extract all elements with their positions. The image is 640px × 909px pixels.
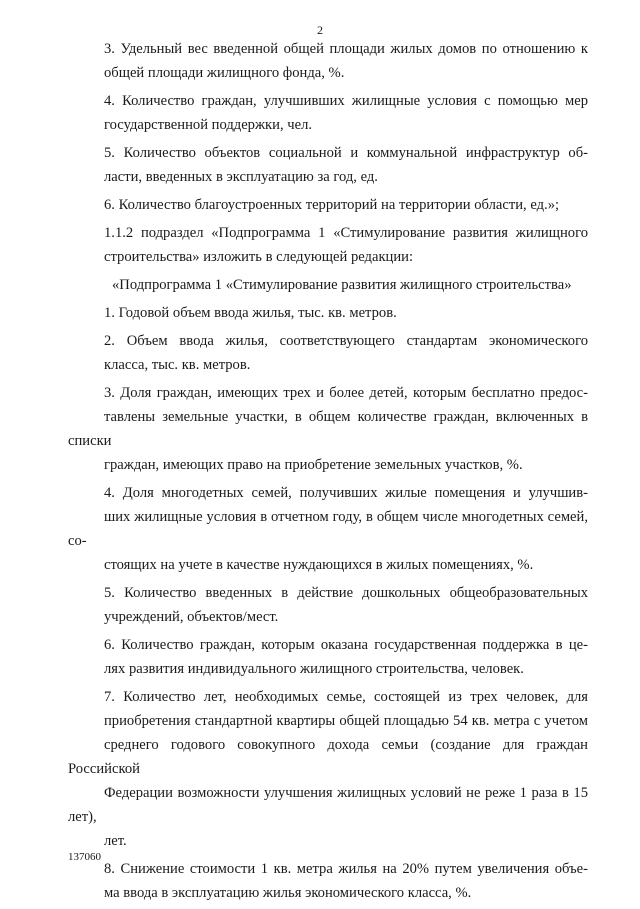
- text-line: 2. Объем ввода жилья, соответствующего стандартам экономического: [104, 333, 588, 349]
- text-line: государственной поддержки, чел.: [104, 117, 312, 133]
- paragraph-sub-7-years: [68, 685, 588, 857]
- paragraph-item-6-territories: [68, 193, 588, 221]
- text-line: строительства» изложить в следующей редакции:: [104, 249, 414, 265]
- text-line: 3. Удельный вес введенной общей площади жилых домов по отношению к: [104, 41, 588, 57]
- text-line: граждан, имеющих право на приобретение земельных участков, %.: [104, 457, 523, 473]
- paragraph-item-5-objects: [68, 141, 588, 193]
- paragraph-sub-5-preschools: [68, 581, 588, 633]
- text-line: приобретения стандартной квартиры общей площадью 54 кв. метра с учетом: [104, 713, 588, 729]
- document-code: 137060: [68, 851, 101, 863]
- text-line: 1.1.2 подраздел «Подпрограмма 1 «Стимулирование развития жилищного: [104, 225, 588, 241]
- text-line: 7. Количество лет, необходимых семье, состоящей из трех человек, для: [104, 689, 588, 705]
- text-line: 5. Количество объектов социальной и коммунальной инфраструктур об-: [104, 145, 588, 161]
- paragraph-sub-1-housing-volume: [68, 301, 588, 329]
- text-line: тавлены земельные участки, в общем количестве граждан, включенных в списки: [68, 409, 588, 449]
- text-line: общей площади жилищного фонда, %.: [104, 65, 345, 81]
- text-line: 5. Количество введенных в действие дошкольных общеобразовательных: [104, 585, 588, 601]
- text-line: лет.: [104, 833, 127, 849]
- text-line: 6. Количество благоустроенных территорий на территории области, ед.»;: [104, 197, 560, 213]
- text-line: учреждений, объектов/мест.: [104, 609, 279, 625]
- text-line: Федерации возможности улучшения жилищных условий не реже 1 раза в 15 лет),: [68, 785, 588, 825]
- paragraph-item-3-share: [68, 37, 588, 89]
- text-line: стоящих на учете в качестве нуждающихся в жилых помещениях, %.: [104, 557, 534, 573]
- text-line: 4. Количество граждан, улучшивших жилищные условия с помощью мер: [104, 93, 588, 109]
- text-line: 6. Количество граждан, которым оказана государственная поддержка в це-: [104, 637, 588, 653]
- text-line: лях развития индивидуального жилищного строительства, человек.: [104, 661, 524, 677]
- text-line: 3. Доля граждан, имеющих трех и более детей, которым бесплатно предос-: [104, 385, 588, 401]
- paragraph-1-1-2: [68, 221, 588, 273]
- text-line: ших жилищные условия в отчетном году, в общем числе многодетных семей, со-: [68, 509, 588, 549]
- text-line: 4. Доля многодетных семей, получивших жилые помещения и улучшив-: [104, 485, 588, 501]
- paragraph-sub-3-land-plots: [68, 381, 588, 481]
- paragraph-sub-8-cost-reduction: [68, 857, 588, 909]
- paragraph-sub-6-state-support: [68, 633, 588, 685]
- page-number: 2: [317, 23, 323, 37]
- subprogram-heading: [68, 273, 588, 301]
- text-line: «Подпрограмма 1 «Стимулирование развития жилищного строительства»: [112, 277, 572, 293]
- text-line: среднего годового совокупного дохода семьи (создание для граждан Российской: [68, 737, 588, 777]
- paragraph-item-4-citizens: [68, 89, 588, 141]
- text-line: ма ввода в эксплуатацию жилья экономического класса, %.: [104, 885, 472, 901]
- text-line: 1. Годовой объем ввода жилья, тыс. кв. метров.: [104, 305, 397, 321]
- text-line: класса, тыс. кв. метров.: [104, 357, 251, 373]
- document-body: [68, 37, 588, 909]
- text-line: ласти, введенных в эксплуатацию за год, ед.: [104, 169, 378, 185]
- text-line: 8. Снижение стоимости 1 кв. метра жилья на 20% путем увеличения объе-: [104, 861, 588, 877]
- paragraph-sub-4-large-families: [68, 481, 588, 581]
- paragraph-sub-2-economy-class: [68, 329, 588, 381]
